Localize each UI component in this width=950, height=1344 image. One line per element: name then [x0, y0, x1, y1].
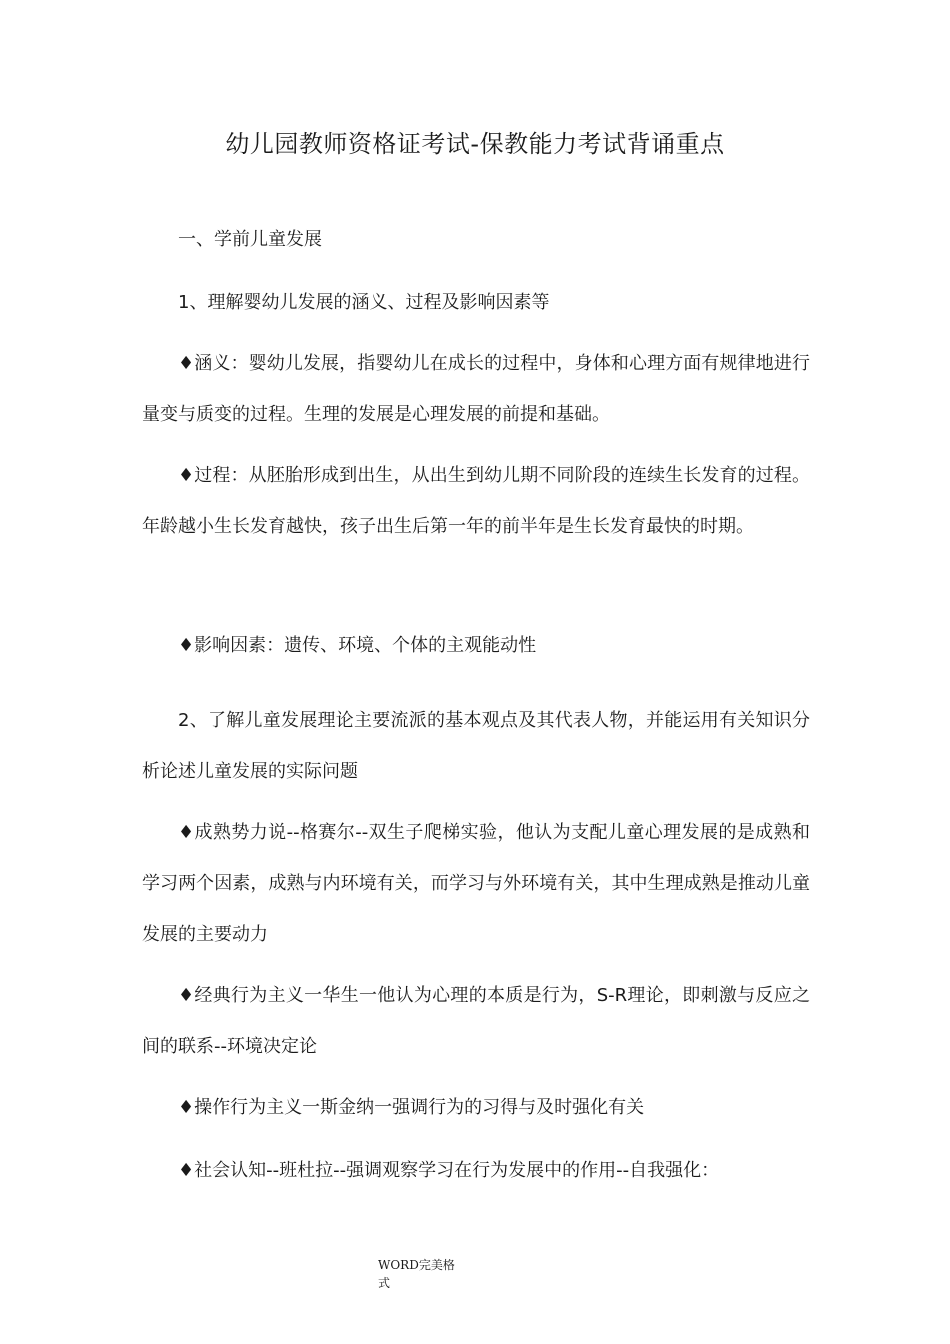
paragraph-social-cognitive: ♦社会认知--班杜拉--强调观察学习在行为发展中的作用--自我强化：: [178, 1160, 720, 1181]
page-footer: WORD完美格式: [378, 1258, 455, 1290]
subsection-heading-2: 2、了解儿童发展理论主要流派的基本观点及其代表人物，并能运用有关知识分析论述儿童发展的实际问题: [142, 710, 810, 782]
paragraph-factors: ♦影响因素：遗传、环境、个体的主观能动性: [178, 635, 537, 656]
paragraph-definition: ♦涵义：婴幼儿发展，指婴幼儿在成长的过程中，身体和心理方面有规律地进行量变与质变的过程。生理的发展是心理发展的前提和基础。: [142, 353, 810, 425]
paragraph-maturation: ♦成熟势力说--格赛尔--双生子爬梯实验，他认为支配儿童心理发展的是成熟和学习两个因素，成熟与内环境有关，而学习与外环境有关，其中生理成熟是推动儿童发展的主要动力: [142, 822, 810, 945]
paragraph-operant: ♦操作行为主义一斯金纳一强调行为的习得与及时强化有关: [178, 1097, 645, 1118]
paragraph-behaviorism: ♦经典行为主义一华生一他认为心理的本质是行为，S-R理论，即刺激与反应之间的联系--环境决定论: [142, 985, 810, 1057]
document-title: 幼儿园教师资格证考试-保教能力考试背诵重点: [225, 130, 725, 158]
subsection-heading: 1、理解婴幼儿发展的涵义、过程及影响因素等: [178, 292, 550, 313]
paragraph-process: ♦过程：从胚胎形成到出生，从出生到幼儿期不同阶段的连续生长发育的过程。年龄越小生长发育越快，孩子出生后第一年的前半年是生长发育最快的时期。: [142, 465, 810, 537]
section-heading: 一、学前儿童发展: [178, 229, 322, 250]
